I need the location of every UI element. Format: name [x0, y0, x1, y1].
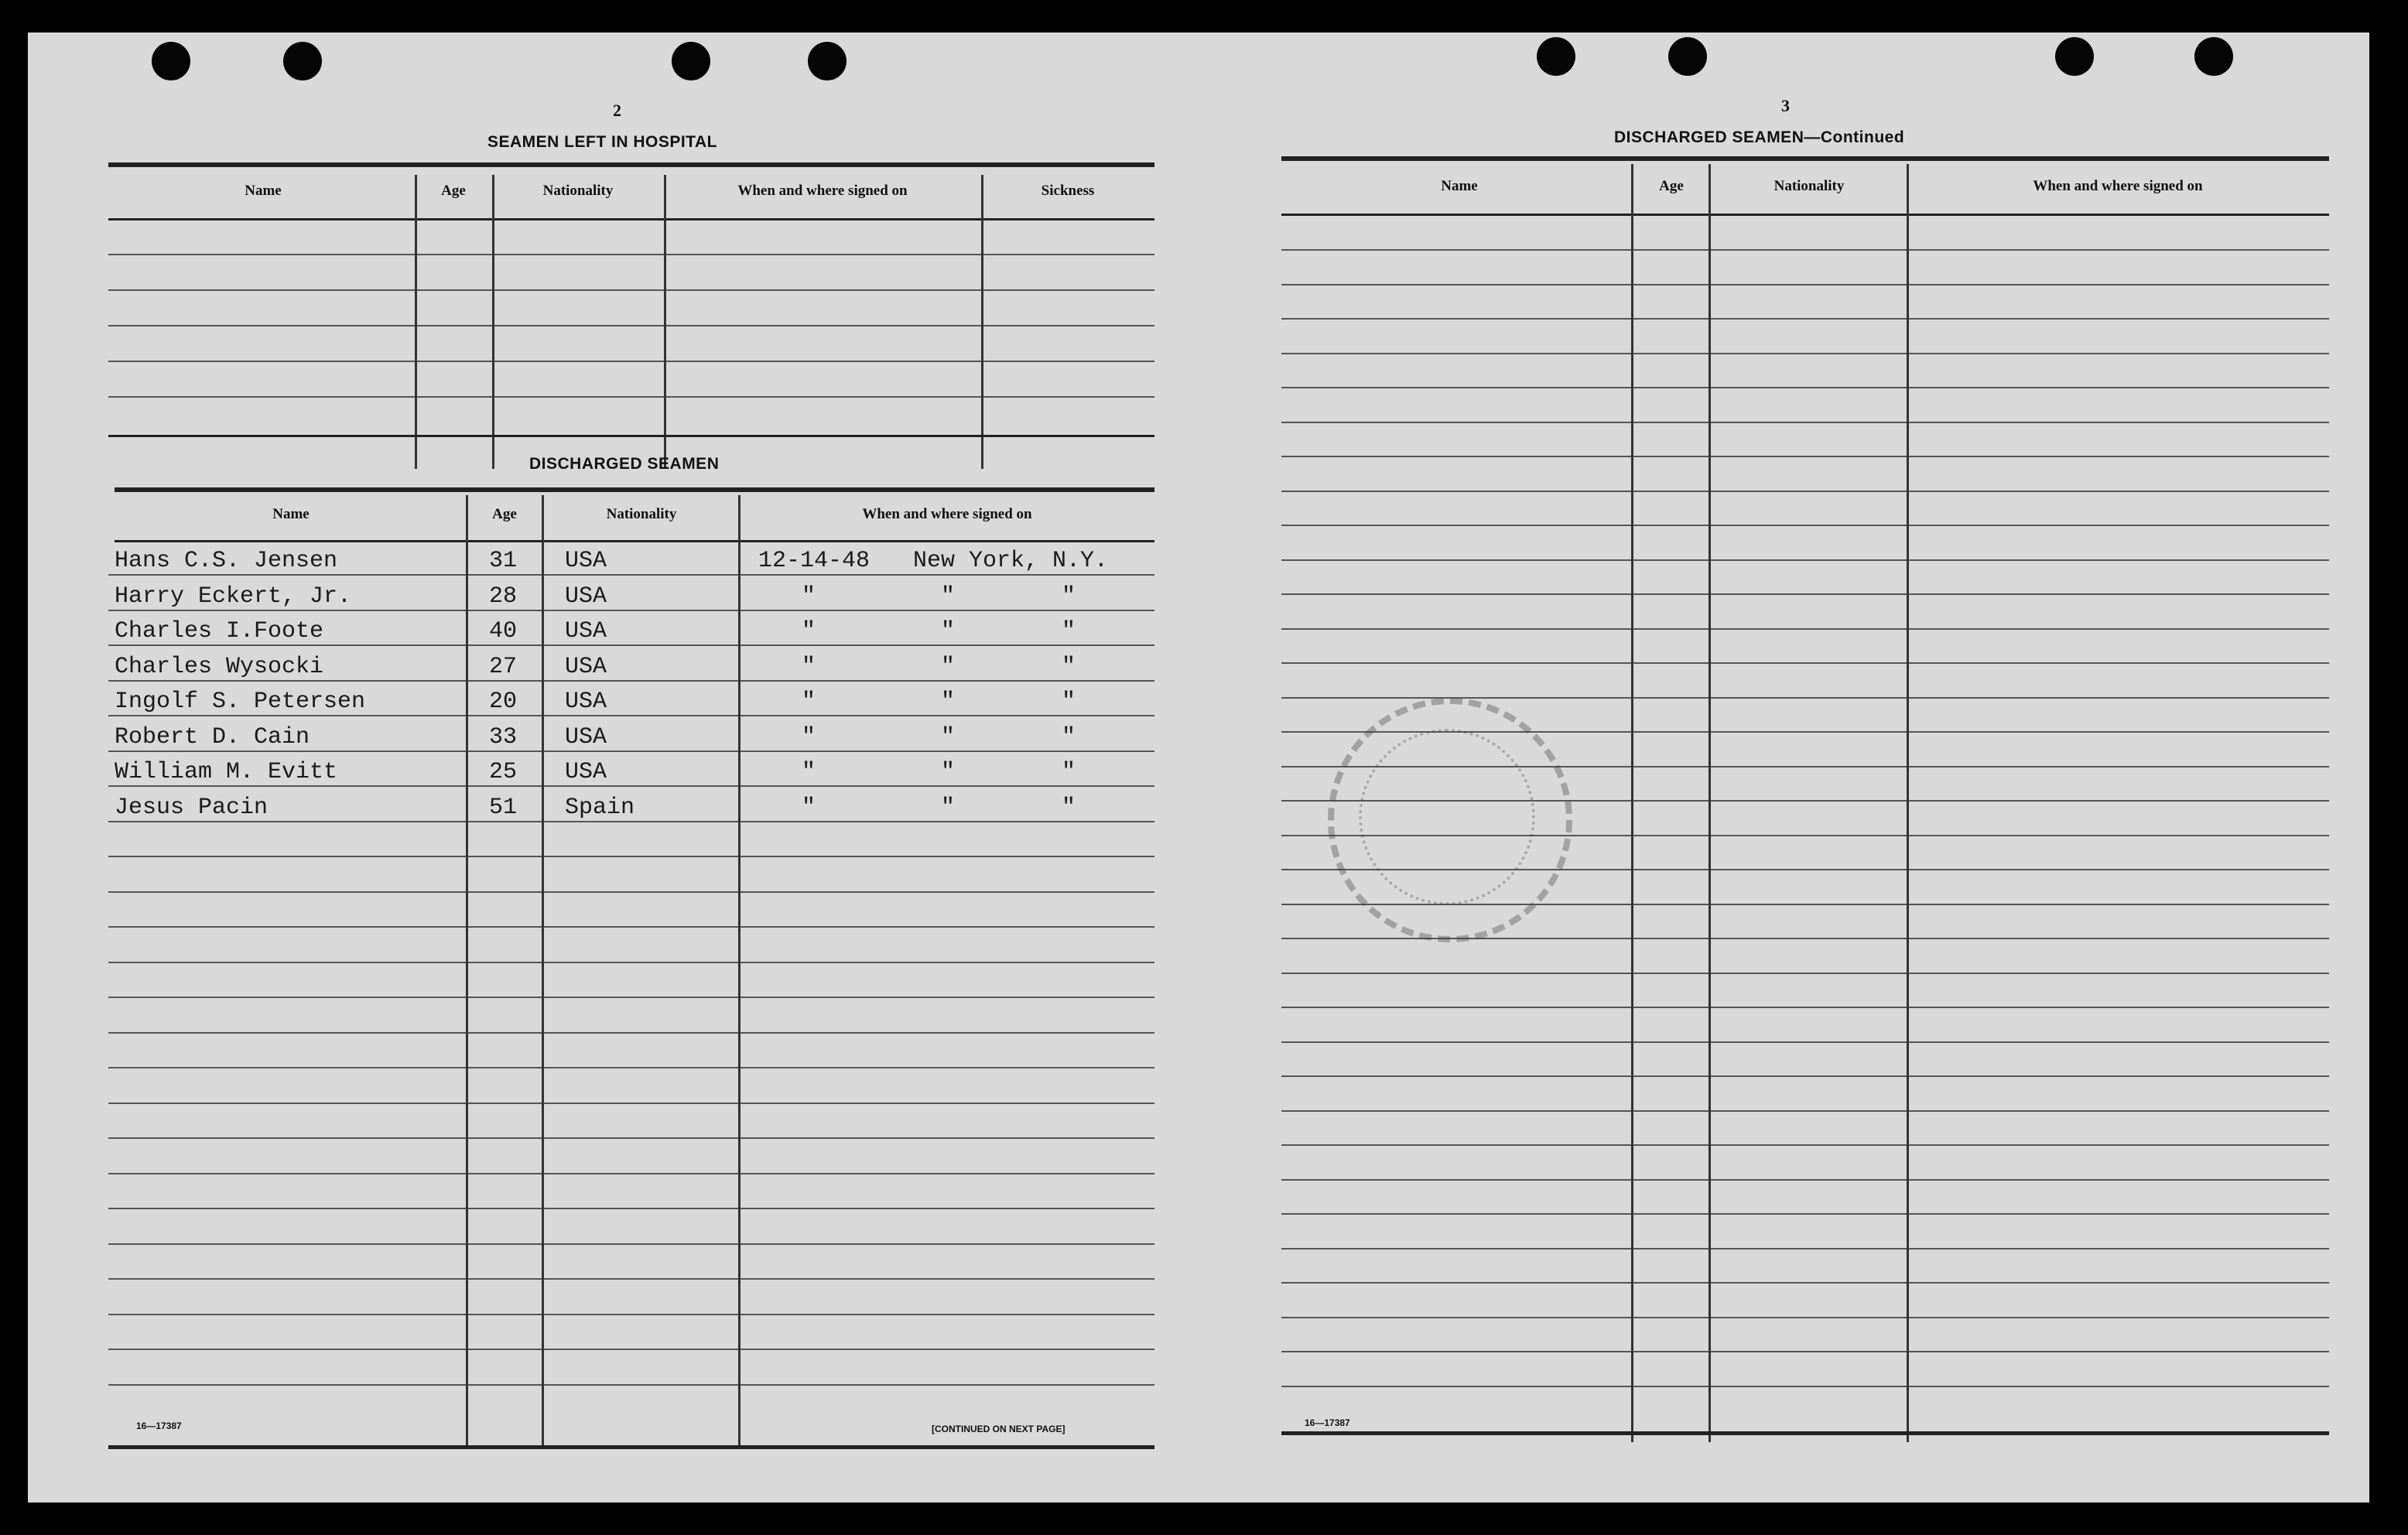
- right-ruled-line: [1281, 387, 2329, 388]
- punch-hole-icon: [1668, 37, 1707, 76]
- right-col-signed-on: When and where signed on: [2033, 178, 2203, 194]
- signed-on-mark: ": [1062, 689, 1076, 715]
- right-ruled-line: [1281, 628, 2329, 630]
- right-table-top-rule: [1281, 156, 2329, 161]
- signed-on-date: ": [802, 759, 816, 785]
- right-col-divider: [1709, 164, 1711, 1442]
- signed-on-mark: ": [1062, 759, 1076, 785]
- right-table-bottom-rule: [1281, 1431, 2329, 1435]
- seaman-age: 33: [489, 723, 518, 750]
- seaman-nationality: USA: [565, 653, 607, 680]
- seaman-name: William M. Evitt: [115, 759, 338, 785]
- discharged-ruled-line: [108, 962, 1154, 963]
- right-ruled-line: [1281, 525, 2329, 526]
- hospital-col-divider: [664, 175, 666, 469]
- signed-on-date: ": [802, 618, 816, 644]
- right-ruled-line: [1281, 422, 2329, 423]
- hospital-section-title: SEAMEN LEFT IN HOSPITAL: [487, 133, 717, 151]
- seaman-age: 31: [489, 548, 518, 574]
- discharged-ruled-line: [108, 926, 1154, 928]
- discharged-ruled-line: [108, 750, 1154, 752]
- right-ruled-line: [1281, 593, 2329, 595]
- hospital-ruled-line: [108, 254, 1154, 255]
- signed-on-mark: ": [1062, 653, 1076, 680]
- punch-hole-icon: [808, 42, 847, 80]
- discharged-col-name: Name: [272, 506, 310, 522]
- discharged-col-signed-on: When and where signed on: [862, 506, 1032, 522]
- hospital-table-top-rule: [108, 162, 1154, 167]
- hospital-ruled-line: [108, 325, 1154, 326]
- seaman-nationality: USA: [565, 548, 607, 574]
- discharged-ruled-line: [108, 1208, 1154, 1209]
- punch-hole-icon: [152, 42, 190, 80]
- seaman-name: Ingolf S. Petersen: [115, 689, 366, 715]
- right-ruled-line: [1281, 491, 2329, 492]
- signed-on-date: ": [802, 653, 816, 680]
- seaman-nationality: USA: [565, 759, 607, 785]
- signed-on-place: ": [941, 689, 956, 715]
- discharged-ruled-line: [108, 1032, 1154, 1034]
- discharged-col-divider: [466, 495, 468, 1447]
- signed-on-date: 12-14-48: [758, 548, 871, 574]
- continued-note: [CONTINUED ON NEXT PAGE]: [932, 1424, 1065, 1434]
- discharged-section-title: DISCHARGED SEAMEN: [529, 455, 720, 473]
- seaman-age: 28: [489, 583, 518, 610]
- page-number-left: 2: [613, 101, 621, 120]
- signed-on-mark: ": [1062, 794, 1076, 821]
- signed-on-date: ": [802, 689, 816, 715]
- seaman-nationality: Spain: [565, 794, 635, 821]
- right-col-divider: [1907, 164, 1909, 1442]
- right-col-divider: [1631, 164, 1633, 1442]
- punch-hole-icon: [672, 42, 710, 80]
- right-ruled-line: [1281, 1351, 2329, 1352]
- punch-hole-icon: [283, 42, 322, 80]
- discharged-ruled-line: [108, 997, 1154, 998]
- right-ruled-line: [1281, 318, 2329, 320]
- hospital-col-divider: [492, 175, 494, 469]
- hospital-col-divider: [981, 175, 983, 469]
- right-ruled-line: [1281, 662, 2329, 664]
- right-ruled-line: [1281, 353, 2329, 354]
- right-ruled-line: [1281, 249, 2329, 251]
- discharged-ruled-line: [108, 1103, 1154, 1104]
- hospital-col-nationality: Nationality: [542, 183, 614, 199]
- right-ruled-line: [1281, 1317, 2329, 1318]
- right-ruled-line: [1281, 1075, 2329, 1077]
- seaman-age: 40: [489, 618, 518, 644]
- right-ruled-line: [1281, 1144, 2329, 1146]
- hospital-col-divider: [415, 175, 417, 469]
- discharged-table-top-rule: [115, 487, 1154, 492]
- seaman-nationality: USA: [565, 583, 607, 610]
- discharged-col-age: Age: [492, 506, 517, 522]
- signed-on-place: ": [941, 618, 956, 644]
- discharged-col-divider: [738, 495, 741, 1447]
- hospital-ruled-line: [108, 396, 1154, 398]
- right-col-age: Age: [1659, 178, 1684, 194]
- seaman-name: Charles Wysocki: [115, 653, 324, 680]
- discharged-ruled-line: [108, 1278, 1154, 1280]
- seaman-name: Jesus Pacin: [115, 794, 269, 821]
- right-ruled-line: [1281, 1041, 2329, 1043]
- seaman-name: Robert D. Cain: [115, 723, 310, 750]
- signed-on-place: ": [941, 794, 956, 821]
- page-number-right: 3: [1781, 96, 1790, 115]
- right-ruled-line: [1281, 1007, 2329, 1008]
- hospital-ruled-line: [108, 289, 1154, 291]
- hospital-header-rule: [108, 218, 1154, 221]
- discharged-ruled-line: [108, 1314, 1154, 1315]
- signed-on-mark: ": [1062, 583, 1076, 610]
- seaman-name: Hans C.S. Jensen: [115, 548, 338, 574]
- seaman-age: 25: [489, 759, 518, 785]
- discharged-ruled-line: [108, 1173, 1154, 1174]
- continued-section-title: DISCHARGED SEAMEN—Continued: [1614, 128, 1905, 146]
- signed-on-date: ": [802, 583, 816, 610]
- right-ruled-line: [1281, 456, 2329, 457]
- signed-on-date: ": [802, 794, 816, 821]
- discharged-ruled-line: [108, 644, 1154, 646]
- discharged-header-rule: [115, 540, 1154, 542]
- discharged-ruled-line: [108, 610, 1154, 611]
- punch-hole-icon: [1537, 37, 1575, 76]
- right-ruled-line: [1281, 1282, 2329, 1284]
- faded-stamp-inner-icon: [1359, 729, 1535, 905]
- seaman-nationality: USA: [565, 723, 607, 750]
- signed-on-date: ": [802, 723, 816, 750]
- signed-on-mark: ": [1062, 723, 1076, 750]
- signed-on-mark: ": [1062, 618, 1076, 644]
- discharged-ruled-line: [108, 785, 1154, 787]
- hospital-col-signed-on: When and where signed on: [737, 183, 908, 199]
- form-number-right: 16—17387: [1305, 1417, 1350, 1428]
- discharged-ruled-line: [108, 1067, 1154, 1068]
- signed-on-place: ": [941, 583, 956, 610]
- seaman-nationality: USA: [565, 689, 607, 715]
- punch-hole-icon: [2194, 37, 2233, 76]
- hospital-table-bottom-rule: [108, 435, 1154, 437]
- seaman-age: 51: [489, 794, 518, 821]
- discharged-ruled-line: [108, 1349, 1154, 1350]
- hospital-col-sickness: Sickness: [1041, 183, 1095, 199]
- right-ruled-line: [1281, 1110, 2329, 1112]
- seaman-age: 27: [489, 653, 518, 680]
- right-ruled-line: [1281, 1179, 2329, 1181]
- discharged-col-nationality: Nationality: [606, 506, 677, 522]
- seaman-name: Harry Eckert, Jr.: [115, 583, 352, 610]
- document-sheet: [28, 32, 2369, 1503]
- form-number-left: 16—17387: [136, 1420, 182, 1431]
- signed-on-place: New York, N.Y.: [913, 548, 1109, 574]
- seaman-name: Charles I.Foote: [115, 618, 324, 644]
- right-ruled-line: [1281, 1248, 2329, 1250]
- discharged-ruled-line: [108, 1384, 1154, 1386]
- discharged-table-bottom-rule: [108, 1445, 1154, 1449]
- hospital-ruled-line: [108, 361, 1154, 362]
- discharged-ruled-line: [108, 680, 1154, 682]
- discharged-ruled-line: [108, 891, 1154, 893]
- seaman-age: 20: [489, 689, 518, 715]
- discharged-ruled-line: [108, 1243, 1154, 1245]
- right-ruled-line: [1281, 1213, 2329, 1215]
- signed-on-place: ": [941, 653, 956, 680]
- discharged-ruled-line: [108, 856, 1154, 857]
- discharged-ruled-line: [108, 574, 1154, 576]
- punch-hole-icon: [2055, 37, 2094, 76]
- discharged-ruled-line: [108, 715, 1154, 716]
- right-ruled-line: [1281, 559, 2329, 561]
- signed-on-place: ": [941, 759, 956, 785]
- right-col-nationality: Nationality: [1774, 178, 1845, 194]
- seaman-nationality: USA: [565, 618, 607, 644]
- right-ruled-line: [1281, 284, 2329, 285]
- right-header-rule: [1281, 214, 2329, 216]
- right-col-name: Name: [1441, 178, 1478, 194]
- signed-on-place: ": [941, 723, 956, 750]
- right-ruled-line: [1281, 973, 2329, 974]
- discharged-ruled-line: [108, 1137, 1154, 1139]
- right-ruled-line: [1281, 1386, 2329, 1387]
- hospital-col-age: Age: [441, 183, 466, 199]
- discharged-ruled-line: [108, 821, 1154, 822]
- hospital-col-name: Name: [245, 183, 282, 199]
- discharged-col-divider: [542, 495, 544, 1447]
